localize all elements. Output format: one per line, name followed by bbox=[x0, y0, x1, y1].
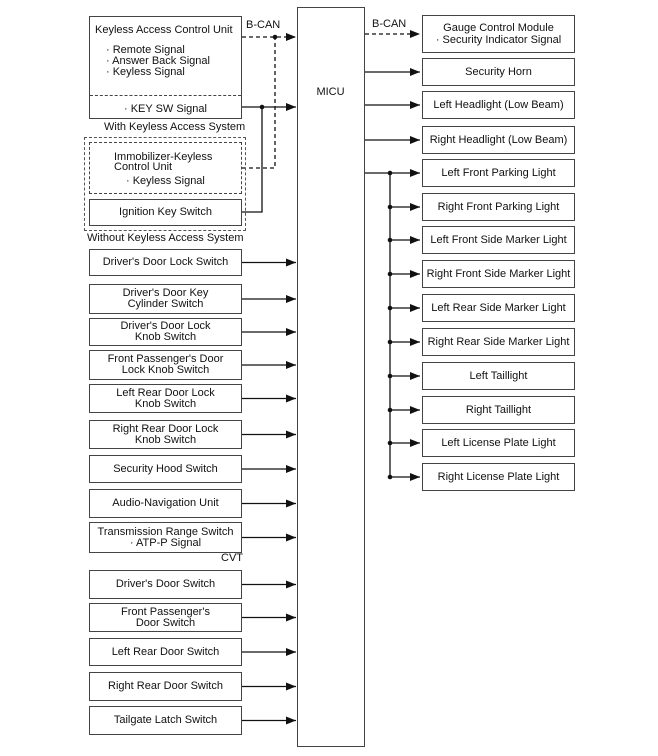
input-driver-s-door-key-cylinder-switch bbox=[89, 284, 242, 314]
junction-dot bbox=[273, 35, 278, 40]
security-indicator-signal: · Security Indicator Signal bbox=[435, 33, 562, 46]
output-label: Right Taillight bbox=[465, 403, 532, 416]
input-driver-s-door-switch bbox=[89, 570, 242, 599]
with-keyless-label: With Keyless Access System bbox=[104, 121, 246, 133]
output-right-front-parking-light bbox=[422, 193, 575, 221]
immobilizer-title-1: Immobilizer-Keyless bbox=[114, 151, 213, 163]
input-left-rear-door-lock-knob-switch bbox=[89, 384, 242, 413]
input-front-passenger-s-door-lock-knob-switch bbox=[89, 350, 242, 380]
remote-signal: · Remote Signal bbox=[106, 44, 185, 56]
immobilizer-signal: · Keyless Signal bbox=[126, 175, 205, 187]
output-left-rear-side-marker-light bbox=[422, 294, 575, 322]
input-audio-navigation-unit bbox=[89, 489, 242, 518]
input-right-rear-door-lock-knob-switch bbox=[89, 420, 242, 449]
output-right-headlight-low-beam bbox=[422, 126, 575, 154]
input-label-line: Driver's Door Key bbox=[122, 287, 209, 299]
input-driver-s-door-lock-switch bbox=[89, 249, 242, 276]
output-left-headlight-low-beam bbox=[422, 91, 575, 119]
output-label: Left Headlight (Low Beam) bbox=[433, 98, 564, 111]
output-label: Right Headlight (Low Beam) bbox=[429, 133, 568, 146]
output-right-taillight bbox=[422, 396, 575, 424]
output-label: Left License Plate Light bbox=[441, 436, 556, 449]
input-security-hood-switch bbox=[89, 455, 242, 483]
input-label-line: · ATP-P Signal bbox=[129, 536, 202, 549]
bcan-left-label: B-CAN bbox=[246, 19, 281, 31]
input-label-line: Driver's Door Lock bbox=[120, 320, 211, 332]
input-tailgate-latch-switch bbox=[89, 706, 242, 735]
output-right-front-side-marker-light bbox=[422, 260, 575, 288]
gauge-title: Gauge Control Module bbox=[443, 21, 554, 34]
output-label: Right Front Parking Light bbox=[437, 200, 560, 213]
keyless-signal: · Keyless Signal bbox=[106, 66, 185, 78]
input-label-line: Driver's Door Lock Switch bbox=[102, 256, 229, 268]
micu-label: MICU bbox=[316, 86, 345, 98]
input-label-line: Right Rear Door Lock bbox=[112, 422, 219, 435]
output-left-front-side-marker-light bbox=[422, 226, 575, 254]
output-left-license-plate-light bbox=[422, 429, 575, 457]
answer-back-signal: · Answer Back Signal bbox=[106, 55, 210, 67]
output-right-license-plate-light bbox=[422, 463, 575, 491]
without-keyless-label: Without Keyless Access System bbox=[87, 232, 244, 244]
input-label-line: Door Switch bbox=[135, 616, 196, 629]
input-label-line: Left Rear Door Lock bbox=[116, 386, 215, 399]
micu-unit bbox=[297, 7, 365, 747]
output-label: Left Front Parking Light bbox=[441, 166, 556, 179]
input-label-line: Knob Switch bbox=[134, 433, 197, 446]
output-label: Right License Plate Light bbox=[437, 470, 560, 483]
input-label-line: Front Passenger's Door bbox=[107, 353, 224, 365]
cvt-label: CVT bbox=[221, 552, 243, 564]
keyless-title: Keyless Access Control Unit bbox=[95, 24, 233, 36]
input-label-line: Lock Knob Switch bbox=[121, 364, 210, 376]
output-label: Left Taillight bbox=[469, 369, 528, 382]
immobilizer-keyless-control-unit bbox=[89, 142, 242, 194]
keyless-access-control-unit bbox=[89, 16, 242, 119]
bcan-right-label: B-CAN bbox=[372, 18, 407, 30]
immobilizer-bcan-line bbox=[242, 37, 275, 168]
input-label-line: Front Passenger's bbox=[121, 605, 210, 618]
input-label-line: Cylinder Switch bbox=[127, 298, 204, 310]
input-label-line: Knob Switch bbox=[134, 331, 197, 343]
input-label-line: Audio-Navigation Unit bbox=[112, 497, 219, 509]
gauge-control-module bbox=[422, 15, 575, 53]
input-label-line: Tailgate Latch Switch bbox=[113, 714, 218, 726]
junction-dot bbox=[260, 105, 265, 110]
input-label-line: Left Rear Door Switch bbox=[111, 645, 220, 658]
output-label: Security Horn bbox=[465, 65, 532, 78]
output-left-front-parking-light bbox=[422, 159, 575, 187]
output-label: Left Front Side Marker Light bbox=[430, 233, 567, 246]
input-right-rear-door-switch bbox=[89, 672, 242, 701]
ignition-key-switch bbox=[89, 199, 242, 226]
output-left-taillight bbox=[422, 362, 575, 390]
immobilizer-title-2: Control Unit bbox=[114, 161, 173, 173]
output-right-rear-side-marker-light bbox=[422, 328, 575, 356]
output-label: Right Rear Side Marker Light bbox=[427, 335, 570, 348]
output-label: Right Front Side Marker Light bbox=[426, 267, 571, 280]
key-sw-signal: · KEY SW Signal bbox=[124, 103, 207, 115]
input-label-line: Security Hood Switch bbox=[113, 462, 218, 475]
keyless-divider bbox=[90, 95, 241, 96]
input-label-line: Transmission Range Switch bbox=[97, 525, 234, 538]
input-front-passenger-s-door-switch bbox=[89, 603, 242, 632]
input-left-rear-door-switch bbox=[89, 638, 242, 666]
input-label-line: Driver's Door Switch bbox=[115, 578, 216, 590]
output-label: Left Rear Side Marker Light bbox=[431, 301, 566, 314]
input-label-line: Right Rear Door Switch bbox=[108, 680, 223, 692]
input-label-line: Knob Switch bbox=[134, 397, 197, 410]
ignition-key-switch-label: Ignition Key Switch bbox=[119, 206, 212, 218]
output-security-horn bbox=[422, 58, 575, 86]
input-transmission-range-switch-atp-p-signal bbox=[89, 522, 242, 553]
input-driver-s-door-lock-knob-switch bbox=[89, 318, 242, 346]
